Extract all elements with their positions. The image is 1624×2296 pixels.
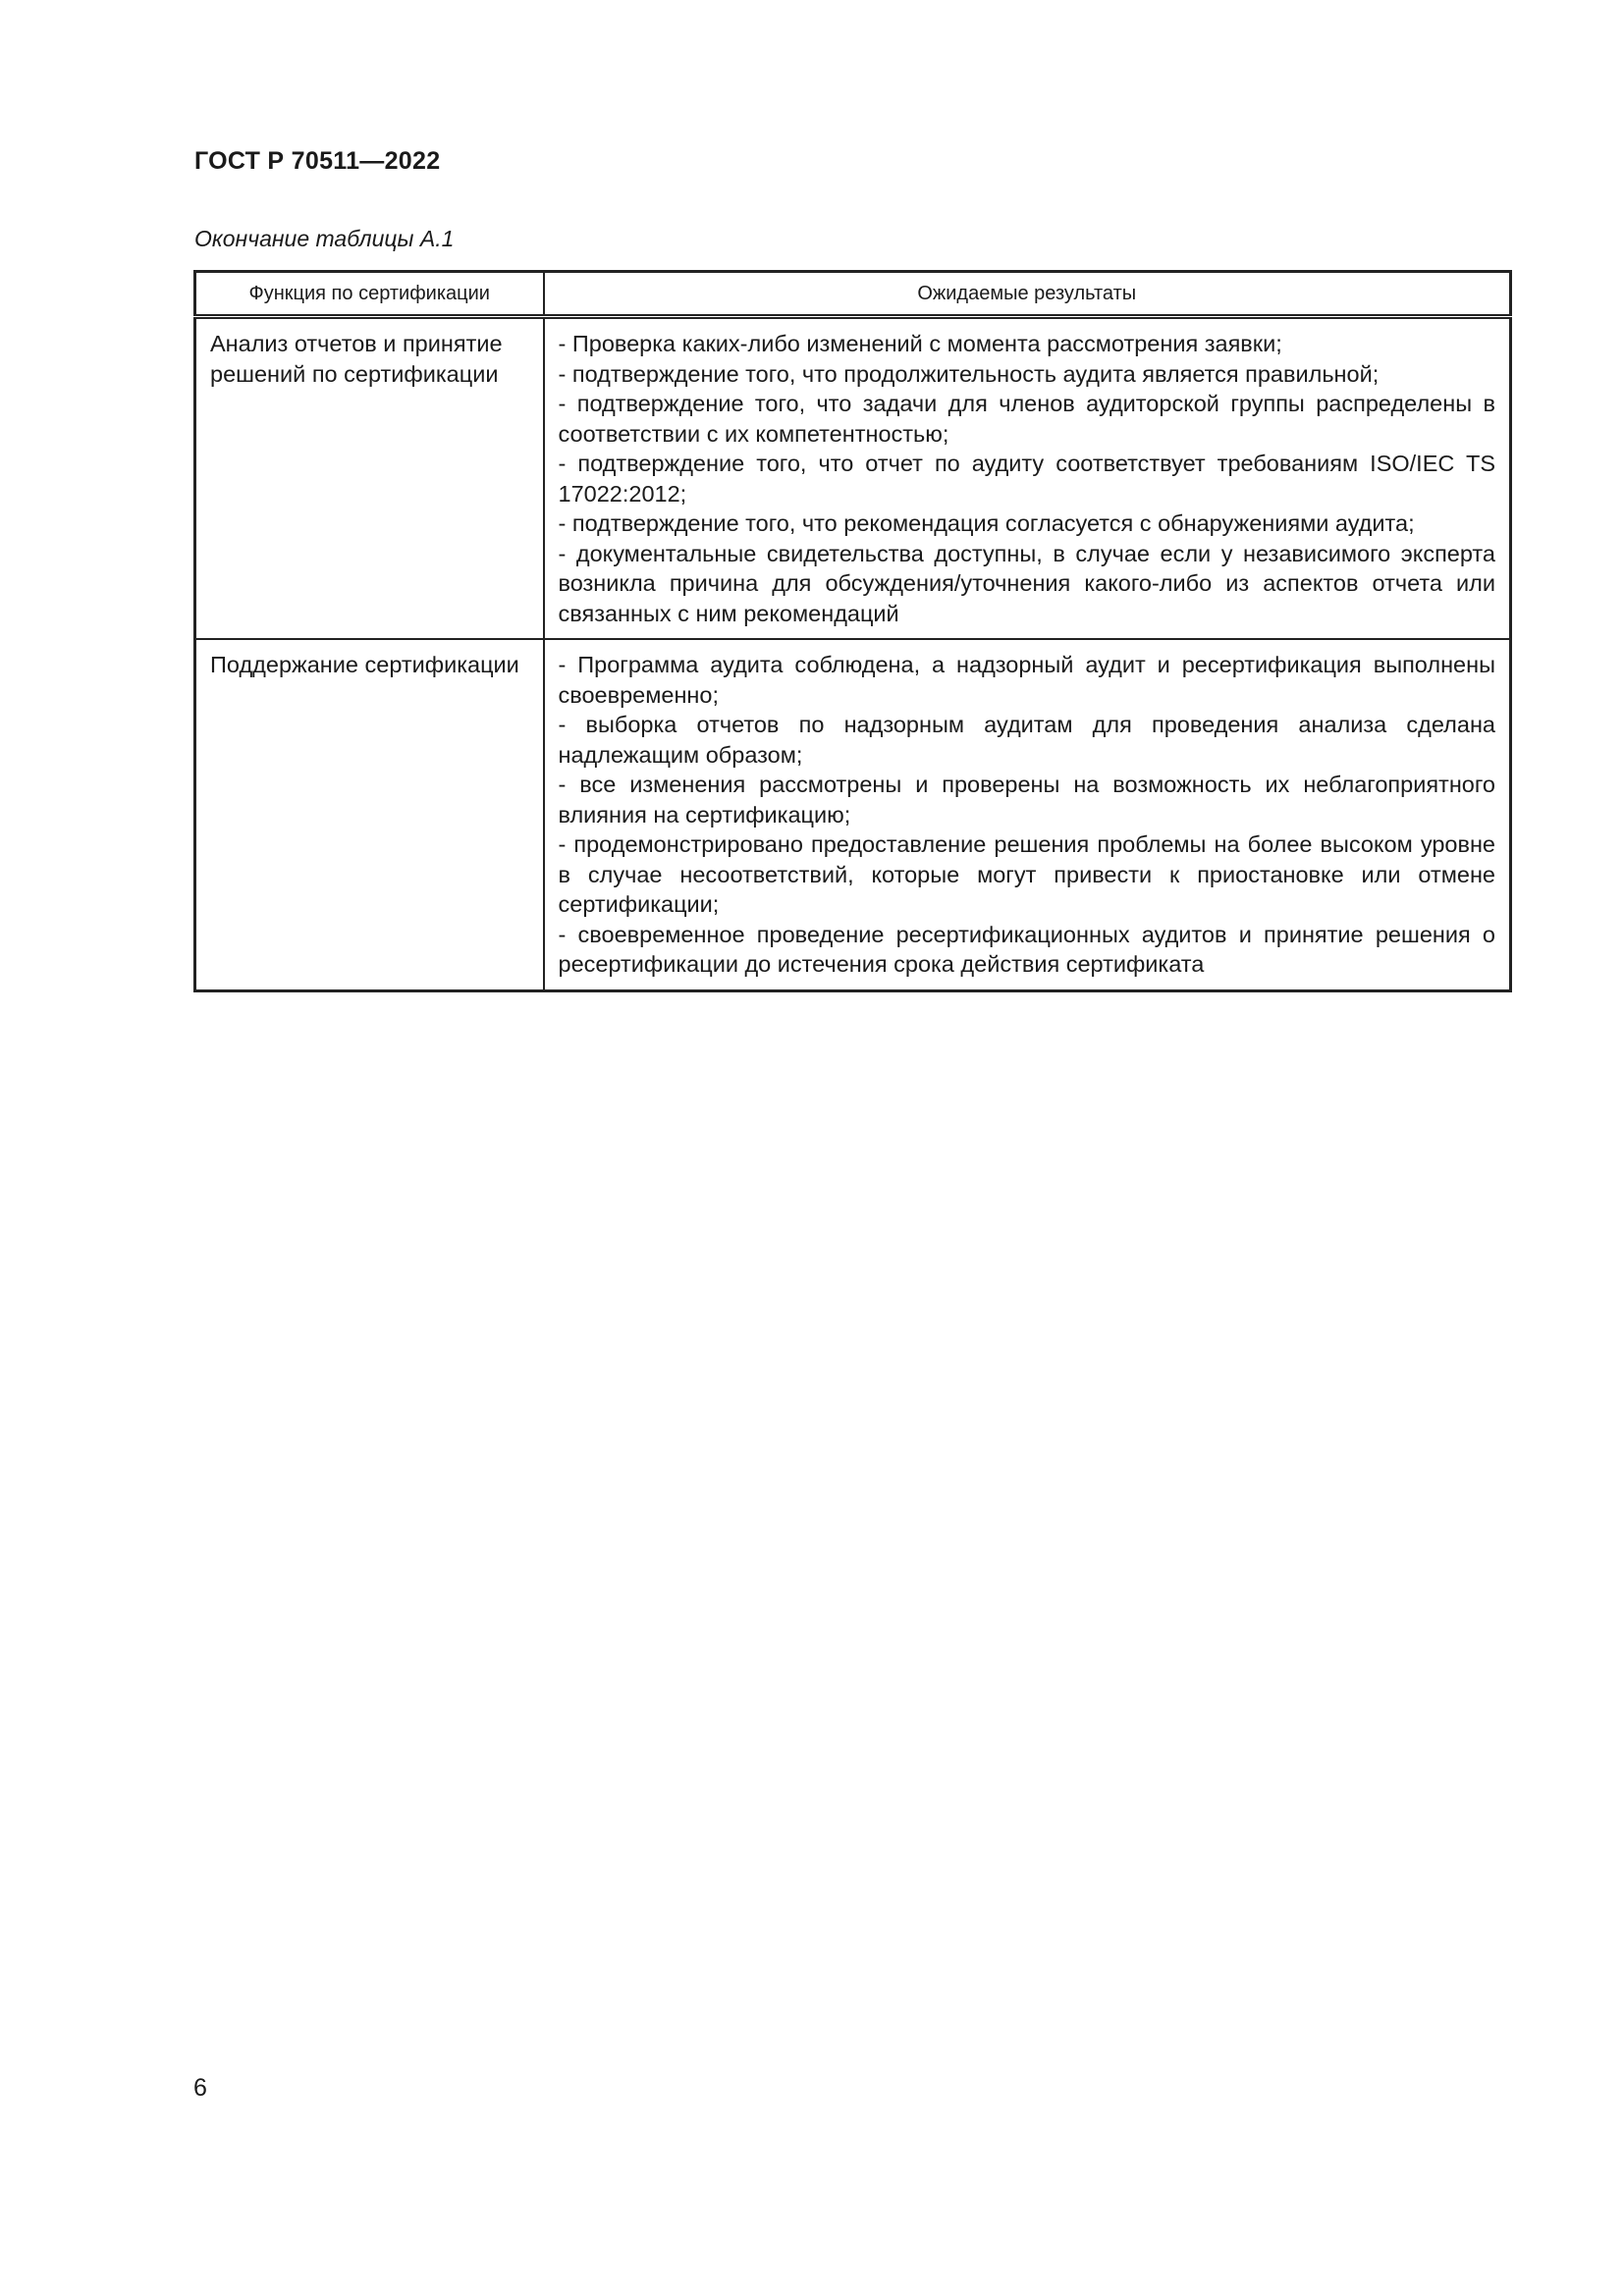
result-item: - Программа аудита соблюдена, а надзорный аудит и ресертификация выполнены своевременно; (558, 652, 1495, 708)
table-row (195, 317, 1511, 640)
table-caption: Окончание таблицы А.1 (194, 226, 455, 251)
table-row (195, 639, 1511, 990)
function-cell: Поддержание сертификации (195, 639, 544, 990)
result-item: - Проверка каких-либо изменений с момента рассмотрения заявки; (558, 331, 1282, 356)
column-header-results: Ожидаемые результаты (544, 272, 1511, 317)
result-item: - подтверждение того, что отчет по аудиту соответствует требованиям ISO/IEC TS 17022:2012; (558, 451, 1495, 507)
results-list (559, 329, 1496, 628)
result-item: - подтверждение того, что продолжительность аудита является правильной; (558, 360, 1380, 387)
results-cell (544, 639, 1511, 990)
result-item: - подтверждение того, что задачи для членов аудиторской группы распределены в соответствии с их компетентностью; (558, 391, 1495, 447)
column-header-function: Функция по сертификации (195, 272, 544, 317)
result-item: - документальные свидетельства доступны, в случае если у независимого эксперта возникла причина для обсуждения/уточнения какого-либо из аспектов отчета или связанных с ним рекомендаций (558, 540, 1495, 626)
results-cell (544, 317, 1511, 640)
result-item: - продемонстрировано предоставление решения проблемы на более высоком уровне в случае несоответствий, которые могут привести к приостановке или отмене сертификации; (558, 831, 1495, 917)
result-item: - своевременное проведение ресертификационных аудитов и принятие решения о ресертификации до истечения срока действия сертификата (558, 921, 1495, 977)
table-header-row (195, 272, 1511, 317)
expected-results-table (193, 270, 1512, 992)
result-item: - подтверждение того, что рекомендация согласуется с обнаружениями аудита; (558, 510, 1415, 536)
page-number: 6 (193, 2074, 207, 2102)
document-code: ГОСТ Р 70511—2022 (194, 147, 441, 175)
table-header (195, 272, 1511, 317)
function-cell: Анализ отчетов и принятие решений по сертификации (195, 317, 544, 640)
result-item: - выборка отчетов по надзорным аудитам для проведения анализа сделана надлежащим образом; (558, 712, 1495, 768)
table-body (195, 317, 1511, 991)
result-item: - все изменения рассмотрены и проверены на возможность их неблагоприятного влияния на сертификацию; (558, 772, 1495, 828)
results-list (559, 650, 1496, 980)
